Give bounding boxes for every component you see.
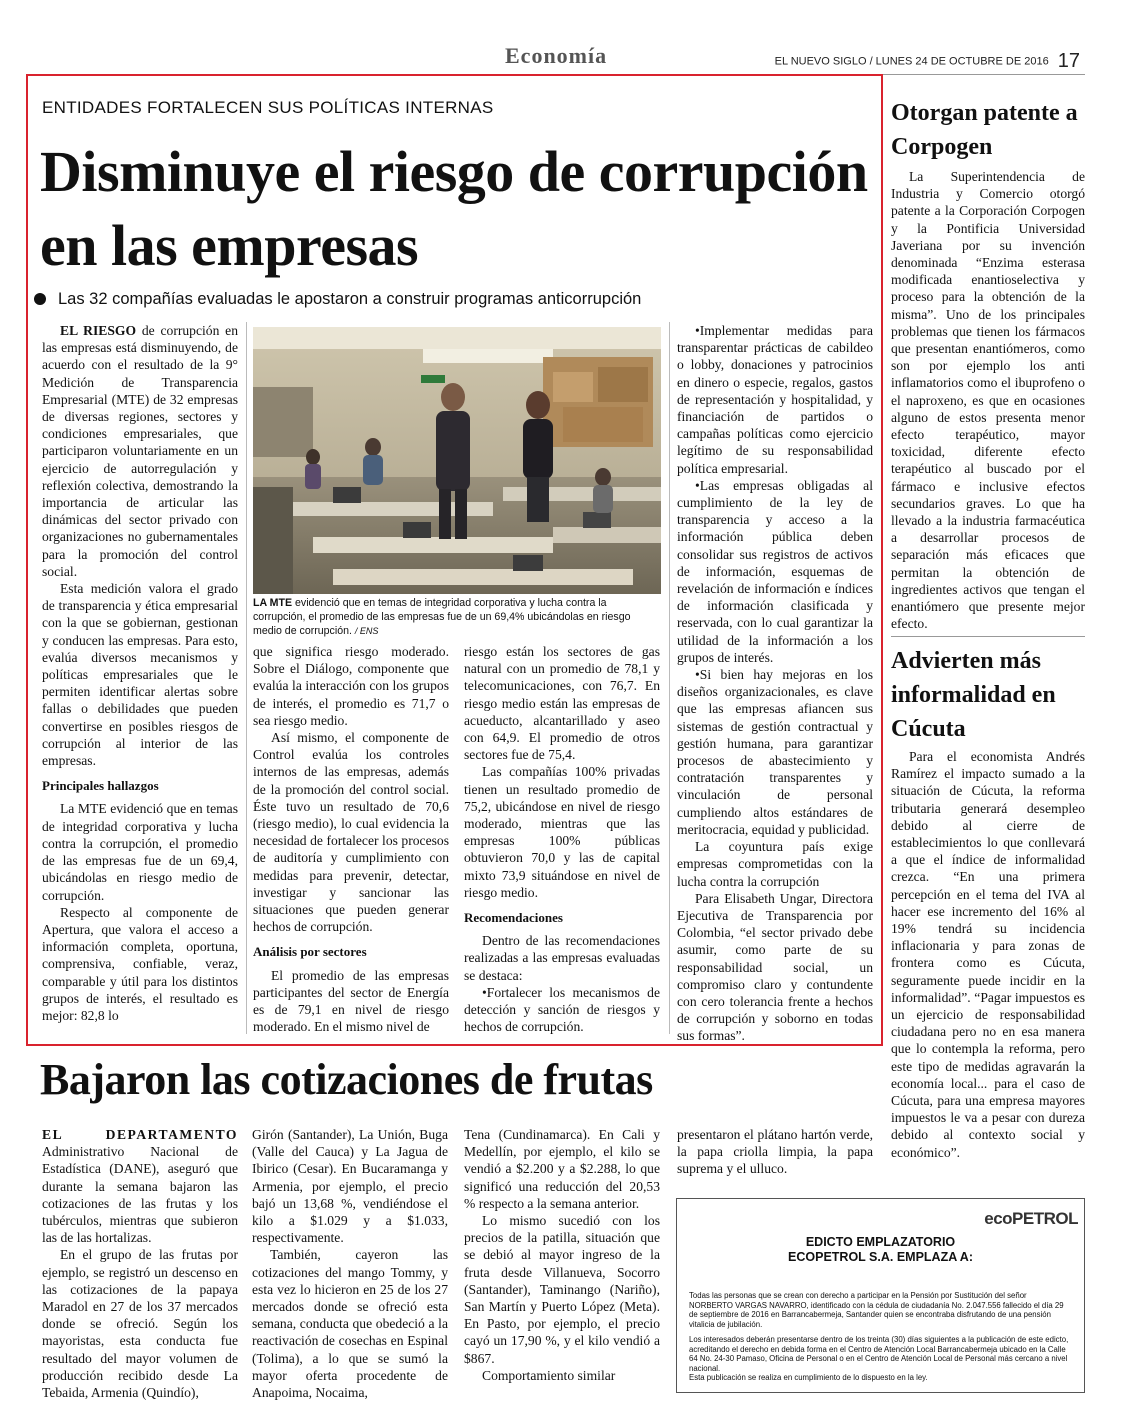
paragraph: presentaron el plátano hartón verde, la papa criolla limpia, la papa suprema y el ulluco. [677,1127,873,1177]
paragraph: Tena (Cundinamarca). En Cali y Medellín, por ejemplo, el kilo se vendió a $2.200 y a $2.288, lo que significó una reducción del 20,53 % respecto a la semana anterior. [464,1127,660,1211]
main-col-2 [253,643,449,1035]
deck-text: Las 32 compañías evaluadas le apostaron a construir programas anticorrupción [58,290,642,308]
paragraph: La Superintendencia de Industria y Comercio otorgó patente a la Corporación Corpogen y la Pontificia Universidad Javeriana por su invención denominada “Enzima esterasa modificada enantioselectiva y proceso para la obtención de la misma”. Uno de los principales problemas que tienen los fármacos que presentan enantiómeros, como son por ejemplo los anti inflamatorios como el ibuprofeno o el naproxeno, es que en ocasiones alguno de estos presenta menor efecto terapéutico, mayor toxicidad, diferente efecto terapéutico al buscado por el fármaco e inclusive efectos secundarios graves. Lo que ha llevado a la industria farmacéutica a desarrollar procesos de separación más eficaces que permitan la obtención de ingredientes activos que tengan el enantiómero que presente mejor efecto. [891,169,1085,632]
factory-photo [253,327,661,594]
paragraph: •Implementar medidas para transparentar prácticas de cabildeo o lobby, donaciones y patrocinios en dinero o especie, regalos, gastos de representación y hospitalidad, y financiación de partidos o campañas políticas como ejercicio legítimo de su responsabilidad política empresarial. [677,323,873,476]
paragraph: •Fortalecer los mecanismos de detección y sanción de riesgos y hechos de corrupción. [464,984,660,1035]
paragraph: Respecto al componente de Apertura, que valora el acceso a información completa, oportuna, comprensiva, confiable, veraz, comparable y útil para los distintos grupos de interés, el resultado es mejor: 82,8 lo [42,904,238,1023]
fruit-headline: Bajaron las cotizaciones de frutas [40,1055,653,1104]
masthead [775,50,1080,73]
paragraph: Así mismo, el componente de Control evalúa los controles internos de las empresas, además de la promoción del control social. Éste tuvo un resultado de 70,6 (riesgo medio), lo cual evidencia la necesidad de fortalecer los procesos de auditoría y cumplimiento con medidas para prevenir, detectar, investigar y sancionar las situaciones que pueden generar hechos de corrupción. [253,730,449,935]
photo-illustration [253,327,661,594]
lead-in: EL RIESGO [60,323,137,338]
paragraph: Administrativo Nacional de Estadística (DANE), aseguró que durante la semana bajaron las cotizaciones de las frutas y los tubérculos, mientras que subieron las de las hortalizas. [42,1144,238,1246]
column-divider [669,322,670,1034]
edicto-title [677,1235,1084,1265]
subheading: Análisis por sectores [253,944,367,960]
edicto-paragraph-3: Esta publicación se realiza en cumplimiento de lo dispuesto en la ley. [689,1373,928,1382]
paragraph: La coyuntura país exige empresas comprometidas con la lucha contra la corrupción [677,839,873,889]
fruit-col-4 [677,1126,873,1178]
column-divider [246,322,247,1034]
paragraph: Esta medición valora el grado de transparencia y ética empresarial con la que se gobiernan, gestionan y conducen las empresas. Para esto, evalúa diversos mecanismos y políticas empresariales que le permiten identificar alertas sobre fallas o debilidades que pueden convertirse en posibles riesgos de corrupción al interior de las empresas. [42,581,238,769]
bullet-icon [34,293,46,305]
paragraph: Girón (Santander), La Unión, Buga (Valle del Cauca) y La Jagua de Ibirico (Cesar). En Bucaramanga y Armenia, por ejemplo, el precio bajó un 13,68 %, vendiéndose el kilo a $1.029 y a $1.033, respectivamente. [252,1127,448,1246]
paragraph: de corrupción en las empresas está disminuyendo, de acuerdo con el resultado de la 9° Medición de Transparencia Empresarial (MTE) de 32 empresas de diversas regiones, sectores y condiciones empresariales, que participaron voluntariamente en un ejercicio de autorregulación y reflexión colectiva, demostrando la importancia de articular las dinámicas del sector privado con organizaciones no gubernamentales para la promoción del control social. [42,323,238,579]
paragraph: En el grupo de las frutas por ejemplo, se registró un descenso en las cotizaciones de la papaya Maradol en 27 de los 37 mercados donde se ofreció. Según los mayoristas, esta conducta fue resultado del mayor volumen de producción recibido desde La Tebaida, Armenia (Quindío), [42,1247,238,1401]
paragraph: Comportamiento similar [482,1367,616,1383]
subheading: Recomendaciones [464,910,563,926]
edicto-title-line-1: EDICTO EMPLAZATORIO [805,1235,956,1249]
fruit-col-1 [42,1126,238,1401]
fruit-col-2 [252,1126,448,1401]
photo-caption [253,596,661,638]
sidebar-headline-1: Otorgan patente a Corpogen [891,100,1078,160]
page-number: 17 [1057,50,1080,72]
section-title: Economía [505,43,608,68]
edicto-title-line-2: ECOPETROL S.A. EMPLAZA A: [788,1250,973,1264]
main-col-1 [42,322,238,1024]
paragraph: Para Elisabeth Ungar, Directora Ejecutiva de Transparencia por Colombia, “el sector privado debe asumir, como parte de su responsabilidad social, un compromiso claro y contundente con cero tolerancia frente a hechos de corrupción y soborno en todas sus formas”. [677,890,873,1044]
paragraph: Dentro de las recomendaciones realizadas a las empresas evaluadas se destaca: [464,933,660,983]
paragraph: Para el economista Andrés Ramírez el impacto sumado a la situación de Cúcuta, la reforma tributaria generará desempleo debido al cierre de establecimientos lo que conllevará a que el índice de informalidad crezca. “En una primera percepción en el tema del IVA al hacer ese incremento del 16% al 19% tendrá su incidencia inflacionaria y para zonas de frontera como es Cúcuta, seguramente puede incidir en la informalidad”. “Pagar impuestos es un ejercicio de responsabilidad ciudadana pero no en esa manera que lo contempla la reforma, pero este tipo de medidas agravarán la economía local... para el caso de Cúcuta, para una empresa mayores impuestos le va a pesar con dureza debido al contexto social y económico”. [891,749,1085,1160]
sidebar-headline-2: Advierten más informalidad en Cúcuta [891,648,1056,742]
paragraph: Lo mismo sucedió con los precios de la patilla, situación que se debió al mayor ingreso de la fruta desde Villanueva, Socorro (Santander), Taminango (Nariño), San Martín y Puerto López (Meta). En Pasto, por ejemplo, el precio cayó un 17,90 %, y el kilo vendió a $867. [464,1213,660,1366]
paragraph: que significa riesgo moderado. Sobre el Diálogo, componente que evalúa la interacción con los grupos de interés, el promedio es 71,7 o sea riesgo medio. [253,644,449,728]
sidebar-story-1 [891,168,1085,632]
edicto-ad [676,1198,1085,1393]
caption-text: evidenció que en temas de integridad corporativa y lucha contra la corrupción, el promedio de las empresas fue de un 69,4% ubicándolas en riesgo medio de corrupción. [253,597,631,637]
paragraph: •Si bien hay mejoras en los diseños organizacionales, es clave que las empresas afiancen sus sistemas de gestión contractual y gestión humana, para garantizar procesos de abastecimiento y contratación transparentes y vinculación de personal cumpliendo altos estándares de meritocracia, equidad y publicidad. [677,667,873,837]
ecopetrol-logo: ecoPETROL [984,1209,1078,1228]
subheading: Principales hallazgos [42,778,159,794]
edicto-paragraph-1: Todas las personas que se crean con derecho a participar en la Pensión por Sustitución del señor NORBERTO VARGAS NAVARRO, identificado con la cédula de ciudadanía No. 2.047.556 fallecido el día 29 de septiembre de 2016 en Barrancabermeja, Santander quien se encontraba disfrutando de una pensión vitalicia de jubilación. [689,1291,1064,1329]
sidebar-story-2 [891,748,1085,1161]
caption-lead: LA MTE [253,597,293,609]
masthead-date: EL NUEVO SIGLO / LUNES 24 DE OCTUBRE DE 2016 [774,55,1049,68]
sidebar-divider [891,636,1085,637]
paragraph: •Las empresas obligadas al cumplimiento de la ley de transparencia y acceso a la información pública deben consolidar sus registros de activos de información, esquemas de revelación de información e índices de información clasificada y reservada, con lo cual garantizar la utilidad de la información a los grupos de interés. [677,477,873,665]
paragraph: riesgo están los sectores de gas natural con un promedio de 78,1 y telecomunicaciones, con 76,7. En riesgo medio están las empresas de acueducto, alcantarillado y aseo con 64,9. El promedio de otros sectores fue de 75,4. [464,644,660,763]
caption-credit: / ENS [354,626,379,636]
story-kicker: ENTIDADES FORTALECEN SUS POLÍTICAS INTERNAS [42,98,494,117]
lead-in: EL DEPARTAMENTO [42,1127,238,1142]
fruit-col-3 [464,1126,660,1384]
main-col-3 [464,643,660,1035]
paragraph: Las compañías 100% privadas tienen un resultado promedio de 75,2, ubicándose en nivel de riesgo moderado, mientras que las empresas 100% públicas obtuvieron 70,0 y las de capital mixto 73,9 situándose en nivel de riesgo medio. [464,764,660,900]
paragraph: La MTE evidenció que en temas de integridad corporativa y lucha contra la corrupción, el promedio de las empresas fue de un 69,4, ubicándolas en riesgo medio de corrupción. [42,801,238,903]
main-col-4 [677,322,873,1045]
story-deck [34,290,641,309]
paragraph: También, cayeron las cotizaciones del mango Tommy, y esta vez lo hicieron en 25 de los 27 mercados donde se ofreció esta semana, conducta que obedeció a la reactivación de cosechas en Espinal (Tolima), a lo que se sumó la mayor oferta procedente de Anapoima, Nocaima, [252,1247,448,1401]
story-headline: Disminuye el riesgo de corrupción en las empresas [40,139,868,278]
paragraph: El promedio de las empresas participantes del sector de Energía es de 79,1 en nivel de riesgo moderado. En el mismo nivel de [253,967,449,1035]
edicto-paragraph-2: Los interesados deberán presentarse dentro de los treinta (30) días siguientes a la publicación de este edicto, acreditando el derecho en debida forma en el Centro de Atención Local Barrancabermeja ubicado en la Calle 64 No. 24-30 Pamaso, Oficina de Personal o en el Centro de Atención Local de Personal más cercano a nivel nacional. [689,1335,1069,1373]
